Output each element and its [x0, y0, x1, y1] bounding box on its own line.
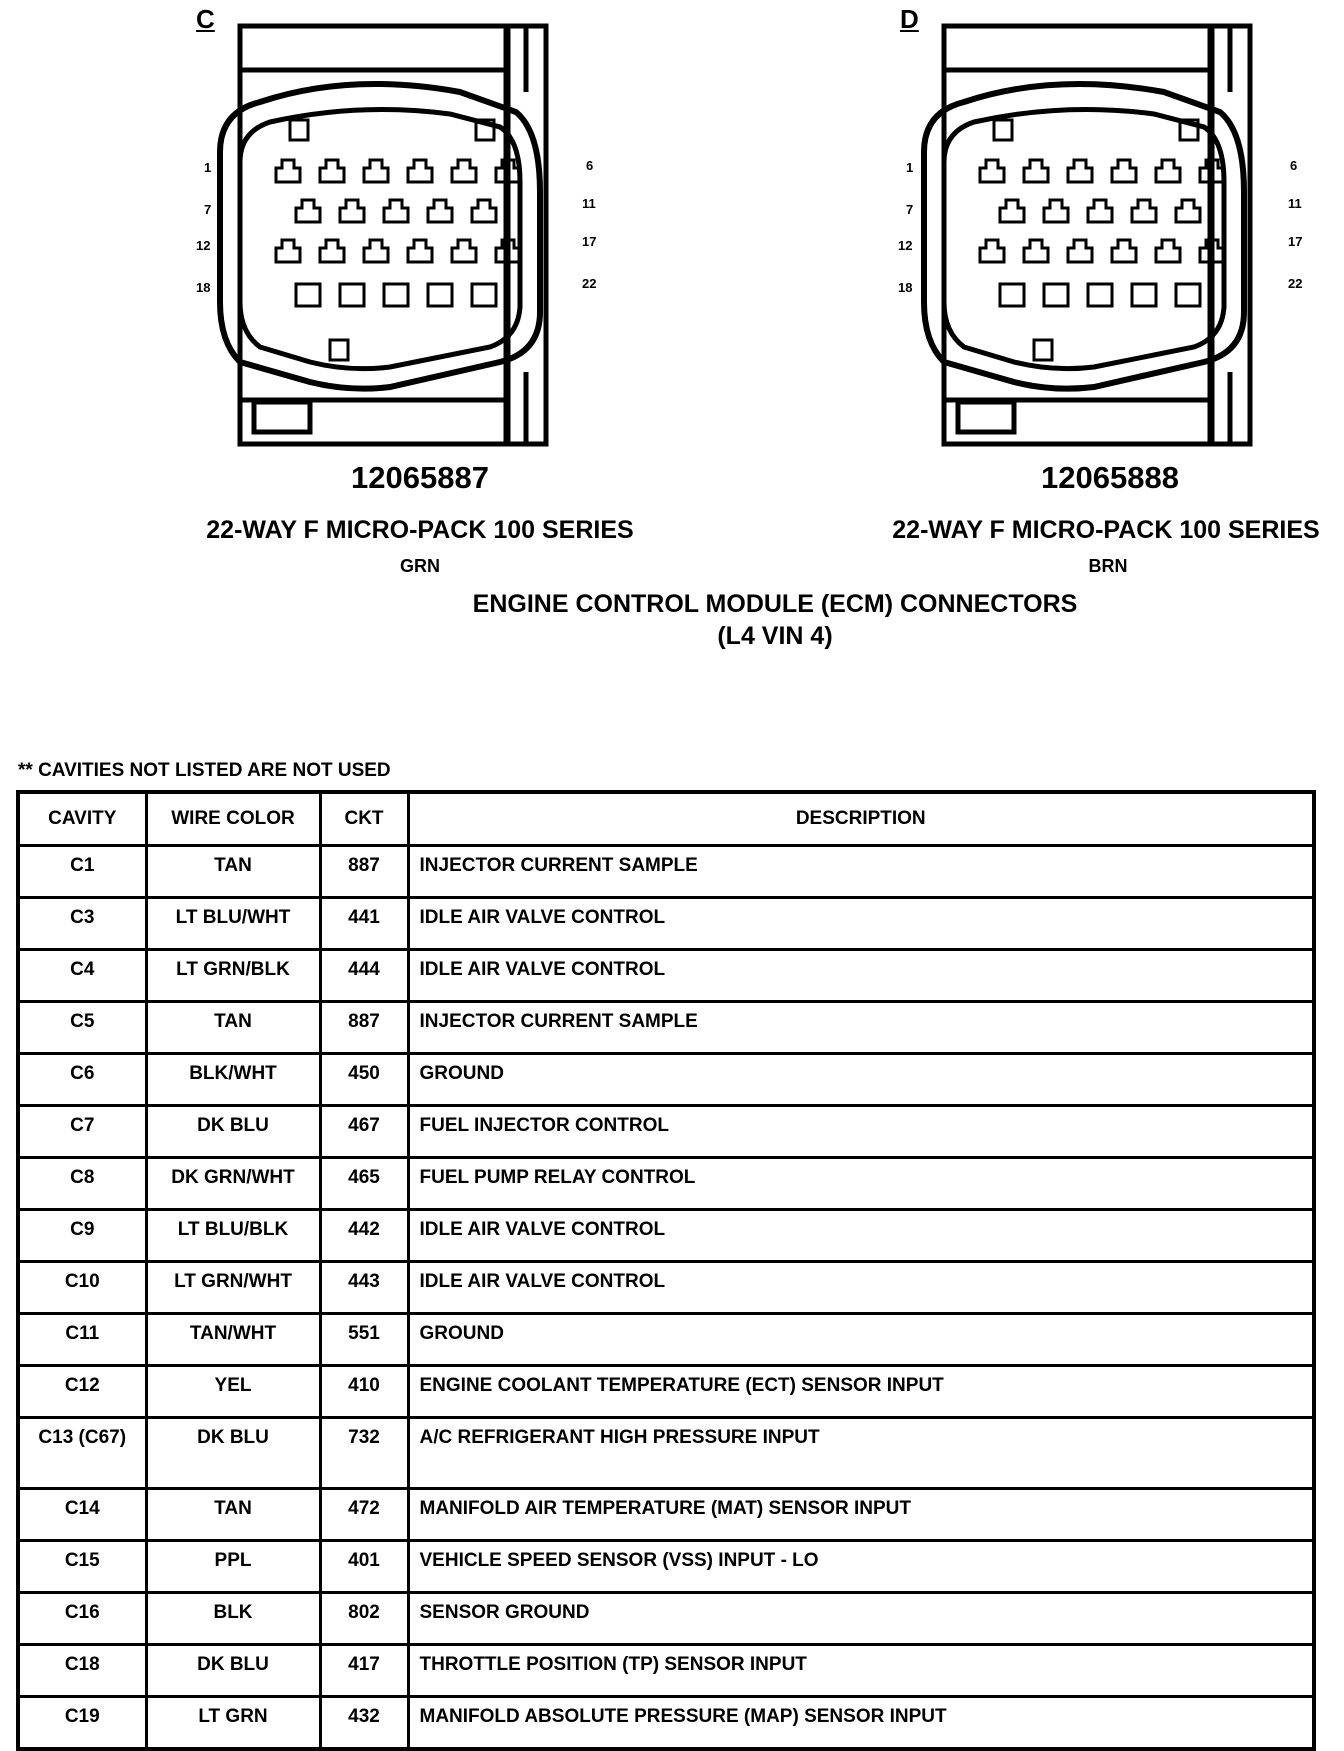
table-row: [18, 1262, 1314, 1314]
table-row: [18, 1489, 1314, 1541]
connector-d-pin-label-7: 7: [906, 202, 914, 217]
connector-d-part-number: 12065888: [1041, 460, 1179, 495]
cell-ckt: 551: [320, 1314, 408, 1366]
pinout-table: [16, 790, 1316, 1751]
cell-description: THROTTLE POSITION (TP) SENSOR INPUT: [408, 1645, 1314, 1697]
cell-ckt: 887: [320, 846, 408, 898]
diagram-subtitle: (L4 VIN 4): [717, 622, 833, 650]
cell-wire-color: BLK/WHT: [146, 1054, 320, 1106]
cell-wire-color: TAN: [146, 846, 320, 898]
connector-c-series: 22-WAY F MICRO-PACK 100 SERIES: [206, 516, 634, 544]
connector-d-letter: D: [900, 4, 919, 34]
cell-ckt: 450: [320, 1054, 408, 1106]
diagram-title: ENGINE CONTROL MODULE (ECM) CONNECTORS: [472, 590, 1078, 618]
connector-c-pin-label-12: 12: [196, 238, 211, 253]
cell-wire-color: TAN: [146, 1002, 320, 1054]
cell-description: MANIFOLD ABSOLUTE PRESSURE (MAP) SENSOR INPUT: [408, 1697, 1314, 1750]
cell-description: MANIFOLD AIR TEMPERATURE (MAT) SENSOR INPUT: [408, 1489, 1314, 1541]
connector-c-pin-label-17: 17: [582, 234, 597, 249]
connector-d-diagram: [904, 22, 1294, 452]
table-row: [18, 1418, 1314, 1489]
table-row: [18, 1645, 1314, 1697]
cell-ckt: 887: [320, 1002, 408, 1054]
cell-description: FUEL PUMP RELAY CONTROL: [408, 1158, 1314, 1210]
connector-c-letter: C: [196, 4, 215, 34]
connector-d-pin-label-17: 17: [1288, 234, 1303, 249]
header-wire-color: WIRE COLOR: [146, 792, 320, 846]
cell-description: IDLE AIR VALVE CONTROL: [408, 898, 1314, 950]
table-row: [18, 846, 1314, 898]
connector-c-pin-label-6: 6: [586, 158, 594, 173]
cell-ckt: 444: [320, 950, 408, 1002]
pinout-table-body: [18, 846, 1314, 1750]
cell-wire-color: DK BLU: [146, 1418, 320, 1489]
cell-wire-color: LT GRN: [146, 1697, 320, 1750]
cell-cavity: C14: [18, 1489, 146, 1541]
cell-ckt: 472: [320, 1489, 408, 1541]
cell-cavity: C19: [18, 1697, 146, 1750]
table-row: [18, 1541, 1314, 1593]
cell-description: VEHICLE SPEED SENSOR (VSS) INPUT - LO: [408, 1541, 1314, 1593]
cell-cavity: C13 (C67): [18, 1418, 146, 1489]
cell-wire-color: DK BLU: [146, 1645, 320, 1697]
connector-d-pin-label-1: 1: [906, 160, 914, 175]
connector-c-pin-label-22: 22: [582, 276, 597, 291]
cell-wire-color: LT BLU/WHT: [146, 898, 320, 950]
cell-wire-color: TAN: [146, 1489, 320, 1541]
cell-description: SENSOR GROUND: [408, 1593, 1314, 1645]
cell-cavity: C3: [18, 898, 146, 950]
table-row: [18, 1106, 1314, 1158]
cell-ckt: 410: [320, 1366, 408, 1418]
table-row: [18, 1314, 1314, 1366]
table-row: [18, 950, 1314, 1002]
cell-wire-color: LT GRN/BLK: [146, 950, 320, 1002]
connector-d-pin-label-6: 6: [1290, 158, 1298, 173]
connector-c-part-number: 12065887: [351, 460, 489, 495]
table-header-row: [18, 792, 1314, 846]
header-cavity: CAVITY: [18, 792, 146, 846]
connector-d-pin-label-22: 22: [1288, 276, 1303, 291]
cell-ckt: 441: [320, 898, 408, 950]
table-row: [18, 1366, 1314, 1418]
cell-ckt: 401: [320, 1541, 408, 1593]
cell-ckt: 732: [320, 1418, 408, 1489]
cell-ckt: 465: [320, 1158, 408, 1210]
cell-description: INJECTOR CURRENT SAMPLE: [408, 846, 1314, 898]
cell-cavity: C16: [18, 1593, 146, 1645]
header-ckt: CKT: [320, 792, 408, 846]
cell-description: IDLE AIR VALVE CONTROL: [408, 950, 1314, 1002]
cell-cavity: C7: [18, 1106, 146, 1158]
cell-wire-color: DK GRN/WHT: [146, 1158, 320, 1210]
cell-wire-color: TAN/WHT: [146, 1314, 320, 1366]
cell-cavity: C11: [18, 1314, 146, 1366]
cell-description: GROUND: [408, 1054, 1314, 1106]
cell-ckt: 443: [320, 1262, 408, 1314]
table-row: [18, 1054, 1314, 1106]
cell-wire-color: DK BLU: [146, 1106, 320, 1158]
table-row: [18, 1158, 1314, 1210]
cell-description: IDLE AIR VALVE CONTROL: [408, 1210, 1314, 1262]
cell-wire-color: BLK: [146, 1593, 320, 1645]
cell-description: ENGINE COOLANT TEMPERATURE (ECT) SENSOR INPUT: [408, 1366, 1314, 1418]
cell-ckt: 417: [320, 1645, 408, 1697]
cell-ckt: 802: [320, 1593, 408, 1645]
cell-cavity: C10: [18, 1262, 146, 1314]
connector-d-series: 22-WAY F MICRO-PACK 100 SERIES: [892, 516, 1320, 544]
table-row: [18, 1002, 1314, 1054]
table-row: [18, 1697, 1314, 1750]
cell-cavity: C4: [18, 950, 146, 1002]
connector-c-pin-label-7: 7: [204, 202, 212, 217]
cell-wire-color: LT GRN/WHT: [146, 1262, 320, 1314]
cell-cavity: C5: [18, 1002, 146, 1054]
connector-c-pin-label-1: 1: [204, 160, 212, 175]
cell-wire-color: PPL: [146, 1541, 320, 1593]
cell-ckt: 442: [320, 1210, 408, 1262]
cell-wire-color: LT BLU/BLK: [146, 1210, 320, 1262]
cell-cavity: C1: [18, 846, 146, 898]
table-row: [18, 1210, 1314, 1262]
cell-ckt: 432: [320, 1697, 408, 1750]
cell-description: A/C REFRIGERANT HIGH PRESSURE INPUT: [408, 1418, 1314, 1489]
connector-c-color: GRN: [400, 556, 440, 576]
cell-cavity: C9: [18, 1210, 146, 1262]
cell-cavity: C15: [18, 1541, 146, 1593]
connector-d-color: BRN: [1088, 556, 1128, 576]
cell-description: IDLE AIR VALVE CONTROL: [408, 1262, 1314, 1314]
cell-wire-color: YEL: [146, 1366, 320, 1418]
table-row: [18, 898, 1314, 950]
cell-cavity: C6: [18, 1054, 146, 1106]
header-description: DESCRIPTION: [408, 792, 1314, 846]
cell-description: GROUND: [408, 1314, 1314, 1366]
connector-d-pin-label-18: 18: [898, 280, 913, 295]
connector-c-diagram: [200, 22, 590, 452]
cell-cavity: C18: [18, 1645, 146, 1697]
table-row: [18, 1593, 1314, 1645]
connector-d-pin-label-12: 12: [898, 238, 913, 253]
connector-d-pin-label-11: 11: [1288, 196, 1302, 211]
cell-ckt: 467: [320, 1106, 408, 1158]
cell-cavity: C12: [18, 1366, 146, 1418]
cavities-note: ** CAVITIES NOT LISTED ARE NOT USED: [18, 760, 391, 781]
cell-description: INJECTOR CURRENT SAMPLE: [408, 1002, 1314, 1054]
cell-description: FUEL INJECTOR CONTROL: [408, 1106, 1314, 1158]
connector-c-pin-label-11: 11: [582, 196, 596, 211]
cell-cavity: C8: [18, 1158, 146, 1210]
connector-c-pin-label-18: 18: [196, 280, 211, 295]
